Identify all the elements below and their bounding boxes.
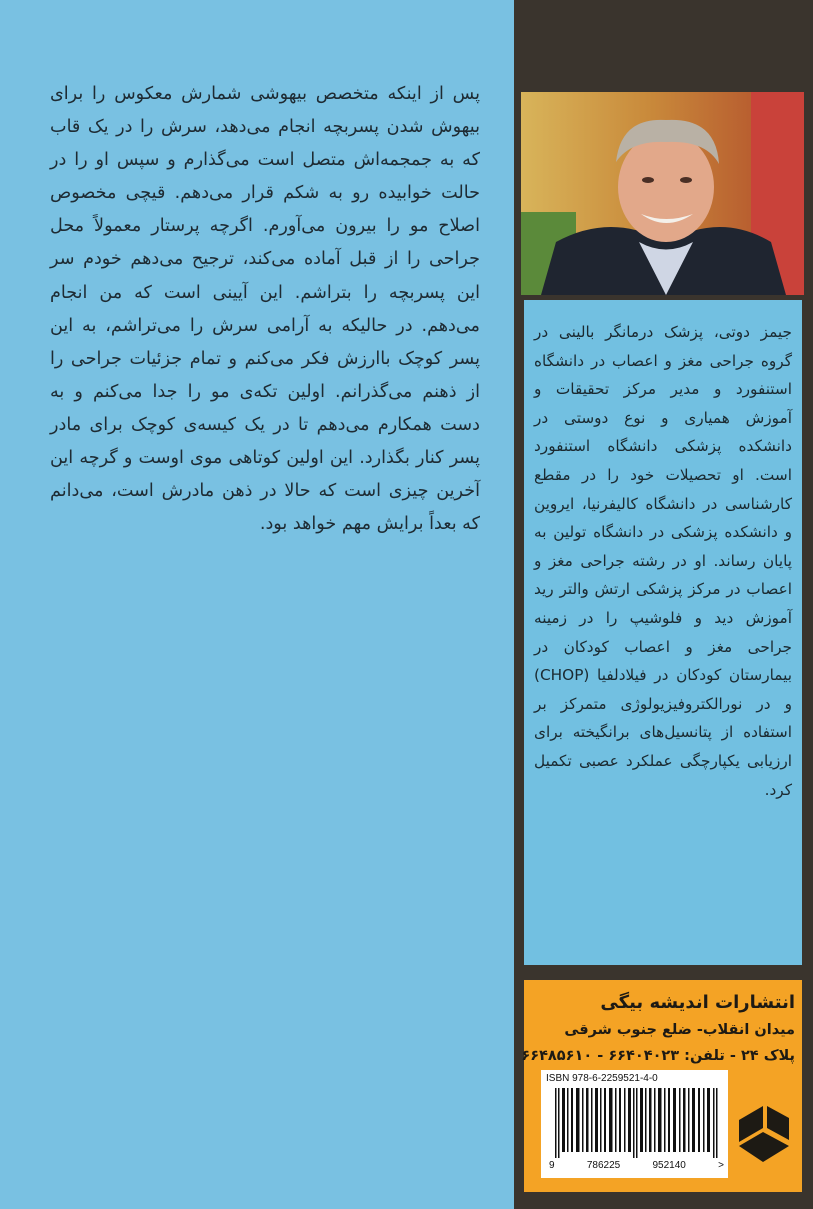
publisher-name: انتشارات اندیشه بیگی [600, 992, 795, 1013]
publisher-phone: پلاک ۲۴ - تلفن: ۶۶۴۰۴۰۲۳ - ۶۶۴۸۵۶۱۰ [521, 1048, 795, 1064]
publisher-logo-icon [735, 1100, 793, 1168]
barcode-digit-prefix: 9 [549, 1160, 555, 1171]
author-bio-text: جیمز دوتی، پزشک درمانگر بالینی در گروه جراحی مغز و اعصاب در دانشگاه استنفورد و مدیر مرکز تحقیقات و آموزش همیاری و نوع دوستی در دانشکده پزشکی دانشگاه استنفورد است. او تحصیلات خود را در مقطع کارشناسی در دانشگاه کالیفرنیا، ایروین و دانشکده پزشکی در دانشگاه تولین به پایان رساند. او در رشته جراحی مغز و اعصاب در مرکز پزشکی ارتش والتر رید آموزش دید و فلوشیپ را در زمینه جراحی مغز و اعصاب کودکان در بیمارستان کودکان در فیلادلفیا (CHOP) و در نورالکتروفیزیولوژی متمرکز بر استفاده از پتانسیل‌های برانگیخته برای ارزیابی یکپارچگی عملکرد عصبی تکمیل کرد. [534, 323, 792, 799]
book-excerpt [50, 78, 480, 541]
barcode-digit-suffix: > [718, 1160, 724, 1171]
isbn-label: ISBN 978-6-2259521-4-0 [546, 1073, 658, 1084]
publisher-address: میدان انقلاب- ضلع جنوب شرقی [564, 1022, 795, 1038]
barcode-bars [555, 1088, 720, 1158]
author-portrait-image [521, 92, 804, 295]
barcode-digits-left: 786225 [586, 1160, 621, 1171]
barcode-digits [549, 1160, 724, 1171]
barcode-digits-right: 952140 [652, 1160, 686, 1171]
author-photo [521, 92, 804, 295]
author-bio [534, 318, 792, 804]
excerpt-text: پس از اینکه متخصص بیهوشی شمارش معکوس را برای بیهوش شدن پسربچه انجام می‌دهد، سرش را در یک قاب که به جمجمه‌اش متصل است می‌گذارم و سپس او را در حالت خوابیده رو به شکم قرار می‌دهم. قیچی مخصوص اصلاح مو را بیرون می‌آورم. اگرچه پرستار معمولاً محل جراحی را از قبل آماده می‌کند، ترجیح می‌دهم خودم سر این پسربچه را بتراشم. این آیینی است که من انجام می‌دهم. در حالیکه به آرامی سرش را می‌تراشم، به این پسر کوچک باارزش فکر می‌کنم و تمام جزئیات جراحی را از ذهنم می‌گذرانم. اولین تکه‌ی مو را جدا می‌کنم و به دست همکارم می‌دهم تا در یک کیسه‌ی کوچک برای مادر پسر کنار بگذارد. این اولین کوتاهی موی اوست و گرچه این آخرین چیزی است که حالا در ذهن مادرش است، می‌دانم که بعداً برایش مهم خواهد بود. [50, 84, 480, 535]
